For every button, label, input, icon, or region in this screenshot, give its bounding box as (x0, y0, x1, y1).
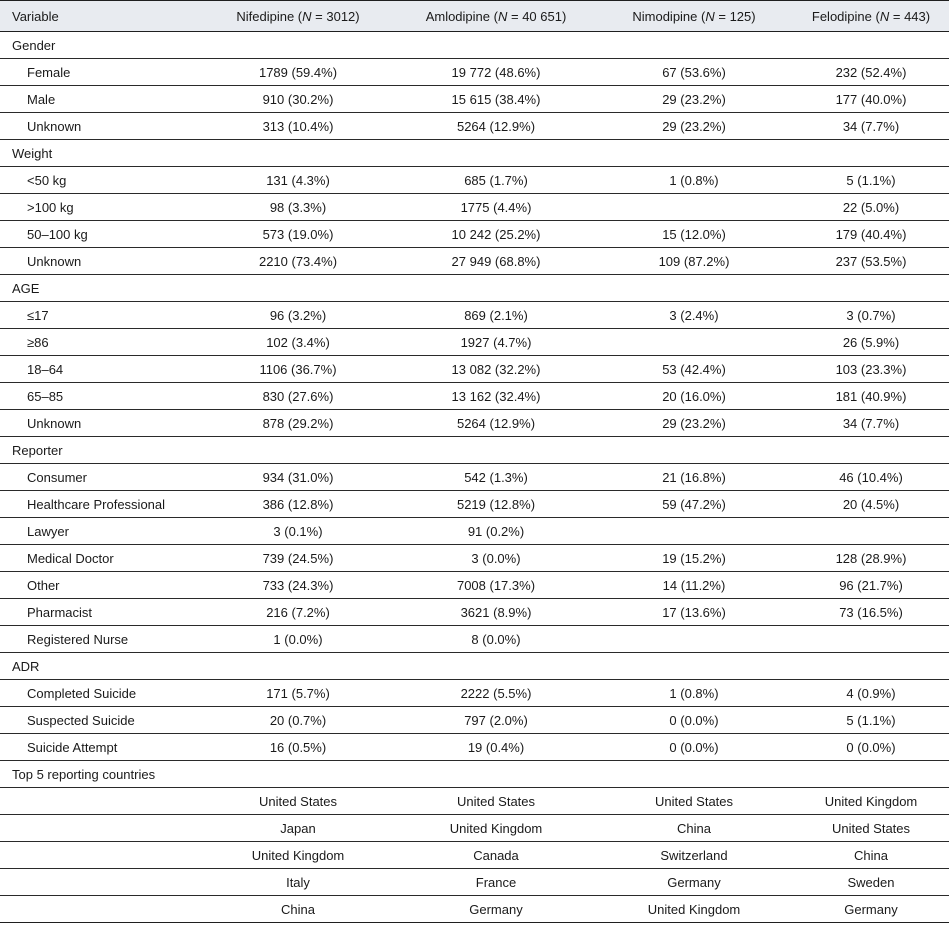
cell-value (595, 329, 793, 356)
table-row (0, 707, 949, 734)
cell-value: 179 (40.4%) (835, 226, 907, 242)
cell-value: 685 (1.7%) (464, 172, 528, 188)
cell-value: 13 162 (32.4%) (451, 388, 541, 404)
cell-value: 21 (16.8%) (662, 469, 726, 485)
cell-value: Canada (473, 847, 519, 863)
cell-value: 26 (5.9%) (842, 334, 900, 350)
cell-value: United States (456, 793, 536, 809)
cell-value: 216 (7.2%) (266, 604, 330, 620)
drug-n: 443 (904, 8, 926, 24)
drug-name: Nifedipine (236, 8, 295, 24)
cell-value: 14 (11.2%) (662, 577, 726, 593)
cell-value (595, 626, 793, 653)
n-equals: = (889, 8, 905, 24)
table-row (0, 113, 949, 140)
row-label: 18–64 (27, 361, 64, 377)
row-label: Medical Doctor (27, 550, 114, 566)
row-label: 50–100 kg (27, 226, 88, 242)
cell-value: 20 (4.5%) (842, 496, 900, 512)
cell-value: 73 (16.5%) (839, 604, 903, 620)
drug-name: Felodipine (811, 8, 872, 24)
cell-value: 20 (0.7%) (269, 712, 327, 728)
table-row (0, 518, 949, 545)
cell-value: 0 (0.0%) (669, 739, 719, 755)
table-row (0, 599, 949, 626)
section-row (0, 437, 949, 464)
cell-value: 10 242 (25.2%) (451, 226, 541, 242)
cell-value: 20 (16.0%) (662, 388, 726, 404)
table-row (0, 194, 949, 221)
cell-value: United Kingdom (449, 820, 543, 836)
cell-value: Germany (469, 901, 523, 917)
row-label: Unknown (27, 118, 82, 134)
cell-value: 17 (13.6%) (662, 604, 726, 620)
cell-value: 2210 (73.4%) (258, 253, 338, 269)
cell-value: 2222 (5.5%) (460, 685, 532, 701)
drug-n: 3012 (326, 8, 356, 24)
row-label (0, 842, 199, 869)
table-row (0, 329, 949, 356)
row-label: Registered Nurse (27, 631, 129, 647)
cell-value: 7008 (17.3%) (456, 577, 536, 593)
cell-value: 1106 (36.7%) (259, 361, 337, 377)
cell-value: 313 (10.4%) (262, 118, 334, 134)
cell-value: 1789 (59.4%) (258, 64, 338, 80)
section-row (0, 653, 949, 680)
header-drug-2: Nimodipine (N = 125) (632, 8, 756, 24)
row-label: Completed Suicide (27, 685, 137, 701)
cell-value: Sweden (847, 874, 895, 890)
row-label (0, 869, 199, 896)
n-symbol: N (497, 8, 508, 24)
cell-value: 1 (0.0%) (273, 631, 323, 647)
row-label: Pharmacist (27, 604, 93, 620)
cell-value (595, 518, 793, 545)
cell-value: 15 615 (38.4%) (451, 91, 541, 107)
table-row (0, 734, 949, 761)
cell-value: 0 (0.0%) (669, 712, 719, 728)
drug-name: Nimodipine (632, 8, 698, 24)
row-label: ≤17 (27, 307, 49, 323)
row-label: Consumer (27, 469, 87, 485)
row-label: Other (27, 577, 60, 593)
section-title: Gender (12, 37, 56, 53)
cell-value: 1775 (4.4%) (460, 199, 532, 215)
cell-value: Switzerland (660, 847, 728, 863)
table-row (0, 626, 949, 653)
cell-value: 5 (1.1%) (846, 172, 896, 188)
cell-value: 3 (2.4%) (669, 307, 719, 323)
cell-value: 739 (24.5%) (262, 550, 334, 566)
cell-value: China (281, 901, 315, 917)
cell-value: 59 (47.2%) (662, 496, 726, 512)
section-title: Weight (12, 145, 53, 161)
cell-value: 96 (21.7%) (839, 577, 903, 593)
table-body (0, 32, 949, 923)
cell-value: 232 (52.4%) (835, 64, 907, 80)
cell-value: 27 949 (68.8%) (451, 253, 541, 269)
drug-n: 125 (729, 8, 752, 24)
table-row (0, 464, 949, 491)
cell-value: 53 (42.4%) (662, 361, 726, 377)
cell-value: 109 (87.2%) (658, 253, 730, 269)
drug-n: 40 651 (522, 8, 562, 24)
cell-value: 542 (1.3%) (464, 469, 528, 485)
table-row (0, 869, 949, 896)
n-symbol: N (302, 8, 312, 24)
table-row (0, 167, 949, 194)
cell-value: 22 (5.0%) (842, 199, 900, 215)
table-header (0, 1, 949, 32)
cell-value: 3 (0.7%) (846, 307, 896, 323)
cell-value: 3 (0.0%) (471, 550, 521, 566)
cell-value: United States (831, 820, 911, 836)
cell-value: 386 (12.8%) (262, 496, 334, 512)
cell-value: 237 (53.5%) (835, 253, 907, 269)
header-drug-0: Nifedipine (N = 3012) (236, 8, 360, 24)
cell-value: 29 (23.2%) (662, 91, 726, 107)
cell-value: 171 (5.7%) (266, 685, 330, 701)
cell-value: 797 (2.0%) (464, 712, 528, 728)
row-label: Suspected Suicide (27, 712, 135, 728)
header-variable: Variable (12, 8, 59, 24)
table-row (0, 815, 949, 842)
table-row (0, 383, 949, 410)
cell-value: United States (258, 793, 338, 809)
cell-value: United Kingdom (824, 793, 918, 809)
table-row (0, 59, 949, 86)
n-equals: = (714, 8, 730, 24)
table-row (0, 410, 949, 437)
row-label: Lawyer (27, 523, 69, 539)
section-title: ADR (12, 658, 40, 674)
table-row (0, 356, 949, 383)
row-label: Male (27, 91, 56, 107)
cell-value: 8 (0.0%) (471, 631, 521, 647)
row-label: Healthcare Professional (27, 496, 166, 512)
cell-value (595, 194, 793, 221)
cell-value: 5264 (12.9%) (456, 118, 536, 134)
cell-value: 0 (0.0%) (846, 739, 896, 755)
n-equals: = (311, 8, 327, 24)
table-row (0, 545, 949, 572)
cell-value: 19 (0.4%) (467, 739, 525, 755)
cell-value: United Kingdom (647, 901, 741, 917)
cell-value: 910 (30.2%) (262, 91, 334, 107)
cell-value: 934 (31.0%) (262, 469, 334, 485)
table-row (0, 491, 949, 518)
cell-value: 181 (40.9%) (835, 388, 907, 404)
row-label (0, 788, 199, 815)
cell-value: 830 (27.6%) (262, 388, 334, 404)
row-label (0, 896, 199, 923)
header-drug-3: Felodipine (N = 443) (811, 8, 931, 24)
cell-value: 1927 (4.7%) (460, 334, 532, 350)
section-row (0, 275, 949, 302)
table-row (0, 302, 949, 329)
cell-value: Italy (286, 874, 310, 890)
cell-value: 5264 (12.9%) (456, 415, 536, 431)
section-row (0, 140, 949, 167)
cell-value: 19 (15.2%) (662, 550, 726, 566)
cell-value: China (854, 847, 888, 863)
cell-value: 1 (0.8%) (669, 172, 719, 188)
row-label (0, 815, 199, 842)
cell-value: 3 (0.1%) (273, 523, 323, 539)
cell-value: 1 (0.8%) (669, 685, 719, 701)
cell-value: 177 (40.0%) (835, 91, 907, 107)
cell-value: 103 (23.3%) (835, 361, 907, 377)
cell-value: 733 (24.3%) (262, 577, 334, 593)
cell-value: Japan (280, 820, 316, 836)
cell-value (793, 626, 949, 653)
cell-value: 102 (3.4%) (266, 334, 330, 350)
cell-value: 98 (3.3%) (269, 199, 327, 215)
row-label: ≥86 (27, 334, 49, 350)
table-row (0, 221, 949, 248)
cell-value: 67 (53.6%) (662, 64, 726, 80)
row-label: Female (27, 64, 71, 80)
row-label: Unknown (27, 415, 82, 431)
cell-value: 34 (7.7%) (842, 118, 900, 134)
cell-value: 5219 (12.8%) (456, 496, 536, 512)
section-row (0, 32, 949, 59)
cell-value: Germany (667, 874, 721, 890)
row-label: 65–85 (27, 388, 64, 404)
section-row (0, 761, 949, 788)
table-row (0, 248, 949, 275)
cell-value: 34 (7.7%) (842, 415, 900, 431)
cell-value: 13 082 (32.2%) (451, 361, 541, 377)
cell-value: 131 (4.3%) (266, 172, 330, 188)
cell-value (793, 518, 949, 545)
section-title: AGE (12, 280, 40, 296)
cell-value: 29 (23.2%) (662, 415, 726, 431)
n-symbol: N (705, 8, 715, 24)
row-label: <50 kg (27, 172, 67, 188)
header-drug-1: Amlodipine (N = 40 651) (425, 8, 567, 24)
header-row (0, 1, 949, 32)
cell-value: Germany (844, 901, 898, 917)
cell-value: 19 772 (48.6%) (451, 64, 541, 80)
row-label: Suicide Attempt (27, 739, 118, 755)
cell-value: 3621 (8.9%) (460, 604, 532, 620)
drug-name: Amlodipine (425, 8, 491, 24)
cell-value: 4 (0.9%) (846, 685, 896, 701)
table-row (0, 86, 949, 113)
cell-value: 91 (0.2%) (467, 523, 525, 539)
cell-value: 869 (2.1%) (464, 307, 528, 323)
cell-value: China (677, 820, 711, 836)
cell-value: United Kingdom (251, 847, 345, 863)
section-title: Top 5 reporting countries (12, 766, 156, 782)
cell-value: 128 (28.9%) (835, 550, 907, 566)
cell-value: United States (654, 793, 734, 809)
table-row (0, 896, 949, 923)
table-row (0, 842, 949, 869)
cell-value: 573 (19.0%) (262, 226, 334, 242)
table-row (0, 788, 949, 815)
n-equals: = (507, 8, 523, 24)
table-row (0, 572, 949, 599)
section-title: Reporter (12, 442, 63, 458)
table-row (0, 680, 949, 707)
cell-value: 5 (1.1%) (846, 712, 896, 728)
cell-value: 16 (0.5%) (269, 739, 327, 755)
cell-value: 29 (23.2%) (662, 118, 726, 134)
cell-value: 878 (29.2%) (262, 415, 334, 431)
row-label: >100 kg (27, 199, 74, 215)
cell-value: 15 (12.0%) (662, 226, 726, 242)
n-symbol: N (879, 8, 890, 24)
row-label: Unknown (27, 253, 82, 269)
cell-value: France (475, 874, 517, 890)
cell-value: 96 (3.2%) (269, 307, 327, 323)
cell-value: 46 (10.4%) (839, 469, 903, 485)
